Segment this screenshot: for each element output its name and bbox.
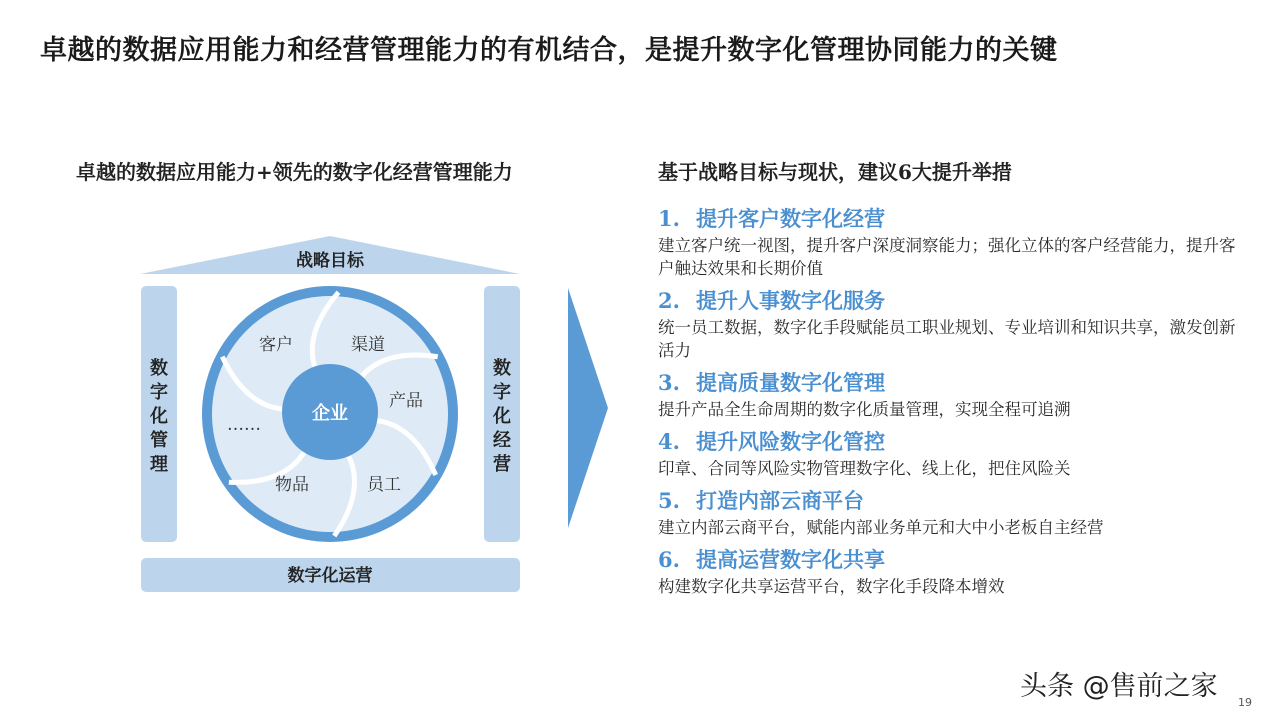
measure-desc: 建立客户统一视图，提升客户深度洞察能力；强化立体的客户经营能力，提升客户触达效果和长期价值: [658, 236, 1236, 278]
segment-channel: 渠道: [351, 335, 385, 355]
measure-title: 6. 提高运营数字化共享: [658, 547, 885, 572]
left-pillar-label: [149, 357, 169, 475]
measure-title: 5. 打造内部云商平台: [658, 488, 864, 513]
left-section-heading: 卓越的数据应用能力+领先的数字化经营管理能力: [76, 160, 513, 184]
page-title: 卓越的数据应用能力和经营管理能力的有机结合，是提升数字化管理协同能力的关键: [40, 35, 1058, 66]
measure-title: 1. 提升客户数字化经营: [658, 206, 885, 231]
pillar-char: 管: [150, 430, 168, 451]
pillar-char: 经: [493, 430, 511, 451]
segment-goods: 物品: [275, 475, 309, 495]
measure-item: [658, 286, 1248, 362]
segment-more: ……: [227, 415, 261, 435]
measure-item: [658, 427, 1248, 480]
measure-desc: 统一员工数据，数字化手段赋能员工职业规划、专业培训和知识共享，激发创新活力: [658, 318, 1236, 360]
watermark-text: 头条 @售前之家: [1020, 671, 1218, 702]
measure-desc: 建立内部云商平台，赋能内部业务单元和大中小老板自主经营: [658, 518, 1104, 537]
pillar-char: 数: [493, 358, 511, 379]
measure-title: 3. 提高质量数字化管理: [658, 370, 885, 395]
pillar-char: 营: [493, 454, 511, 475]
base-label: 数字化运营: [287, 566, 373, 586]
pillar-char: 字: [493, 382, 511, 403]
measures-list: [658, 204, 1248, 604]
roof-label: 战略目标: [296, 251, 364, 271]
measure-item: [658, 545, 1248, 598]
segment-product: 产品: [389, 391, 423, 411]
measure-item: [658, 204, 1248, 280]
segment-customer: 客户: [259, 335, 293, 355]
measure-desc: 提升产品全生命周期的数字化质量管理，实现全程可追溯: [658, 400, 1071, 419]
pillar-char: 数: [150, 358, 168, 379]
measure-title: 4. 提升风险数字化管控: [658, 429, 885, 454]
measure-item: [658, 486, 1248, 539]
measure-desc: 构建数字化共享运营平台，数字化手段降本增效: [658, 577, 1005, 596]
measure-item: [658, 368, 1248, 421]
arrow-right-icon: [568, 288, 608, 528]
pillar-char: 字: [150, 382, 168, 403]
measure-title: 2. 提升人事数字化服务: [658, 288, 885, 313]
right-section-heading: 基于战略目标与现状，建议6大提升举措: [658, 160, 1012, 184]
segment-employee: 员工: [367, 475, 401, 495]
enterprise-label: 企业: [312, 403, 348, 424]
page-number: 19: [1238, 696, 1252, 709]
pillar-char: 化: [493, 406, 511, 427]
measure-desc: 印章、合同等风险实物管理数字化、线上化，把住风险关: [658, 459, 1071, 478]
right-pillar-label: [492, 357, 511, 475]
pillar-char: 理: [150, 454, 168, 475]
pillar-char: 化: [150, 406, 168, 427]
